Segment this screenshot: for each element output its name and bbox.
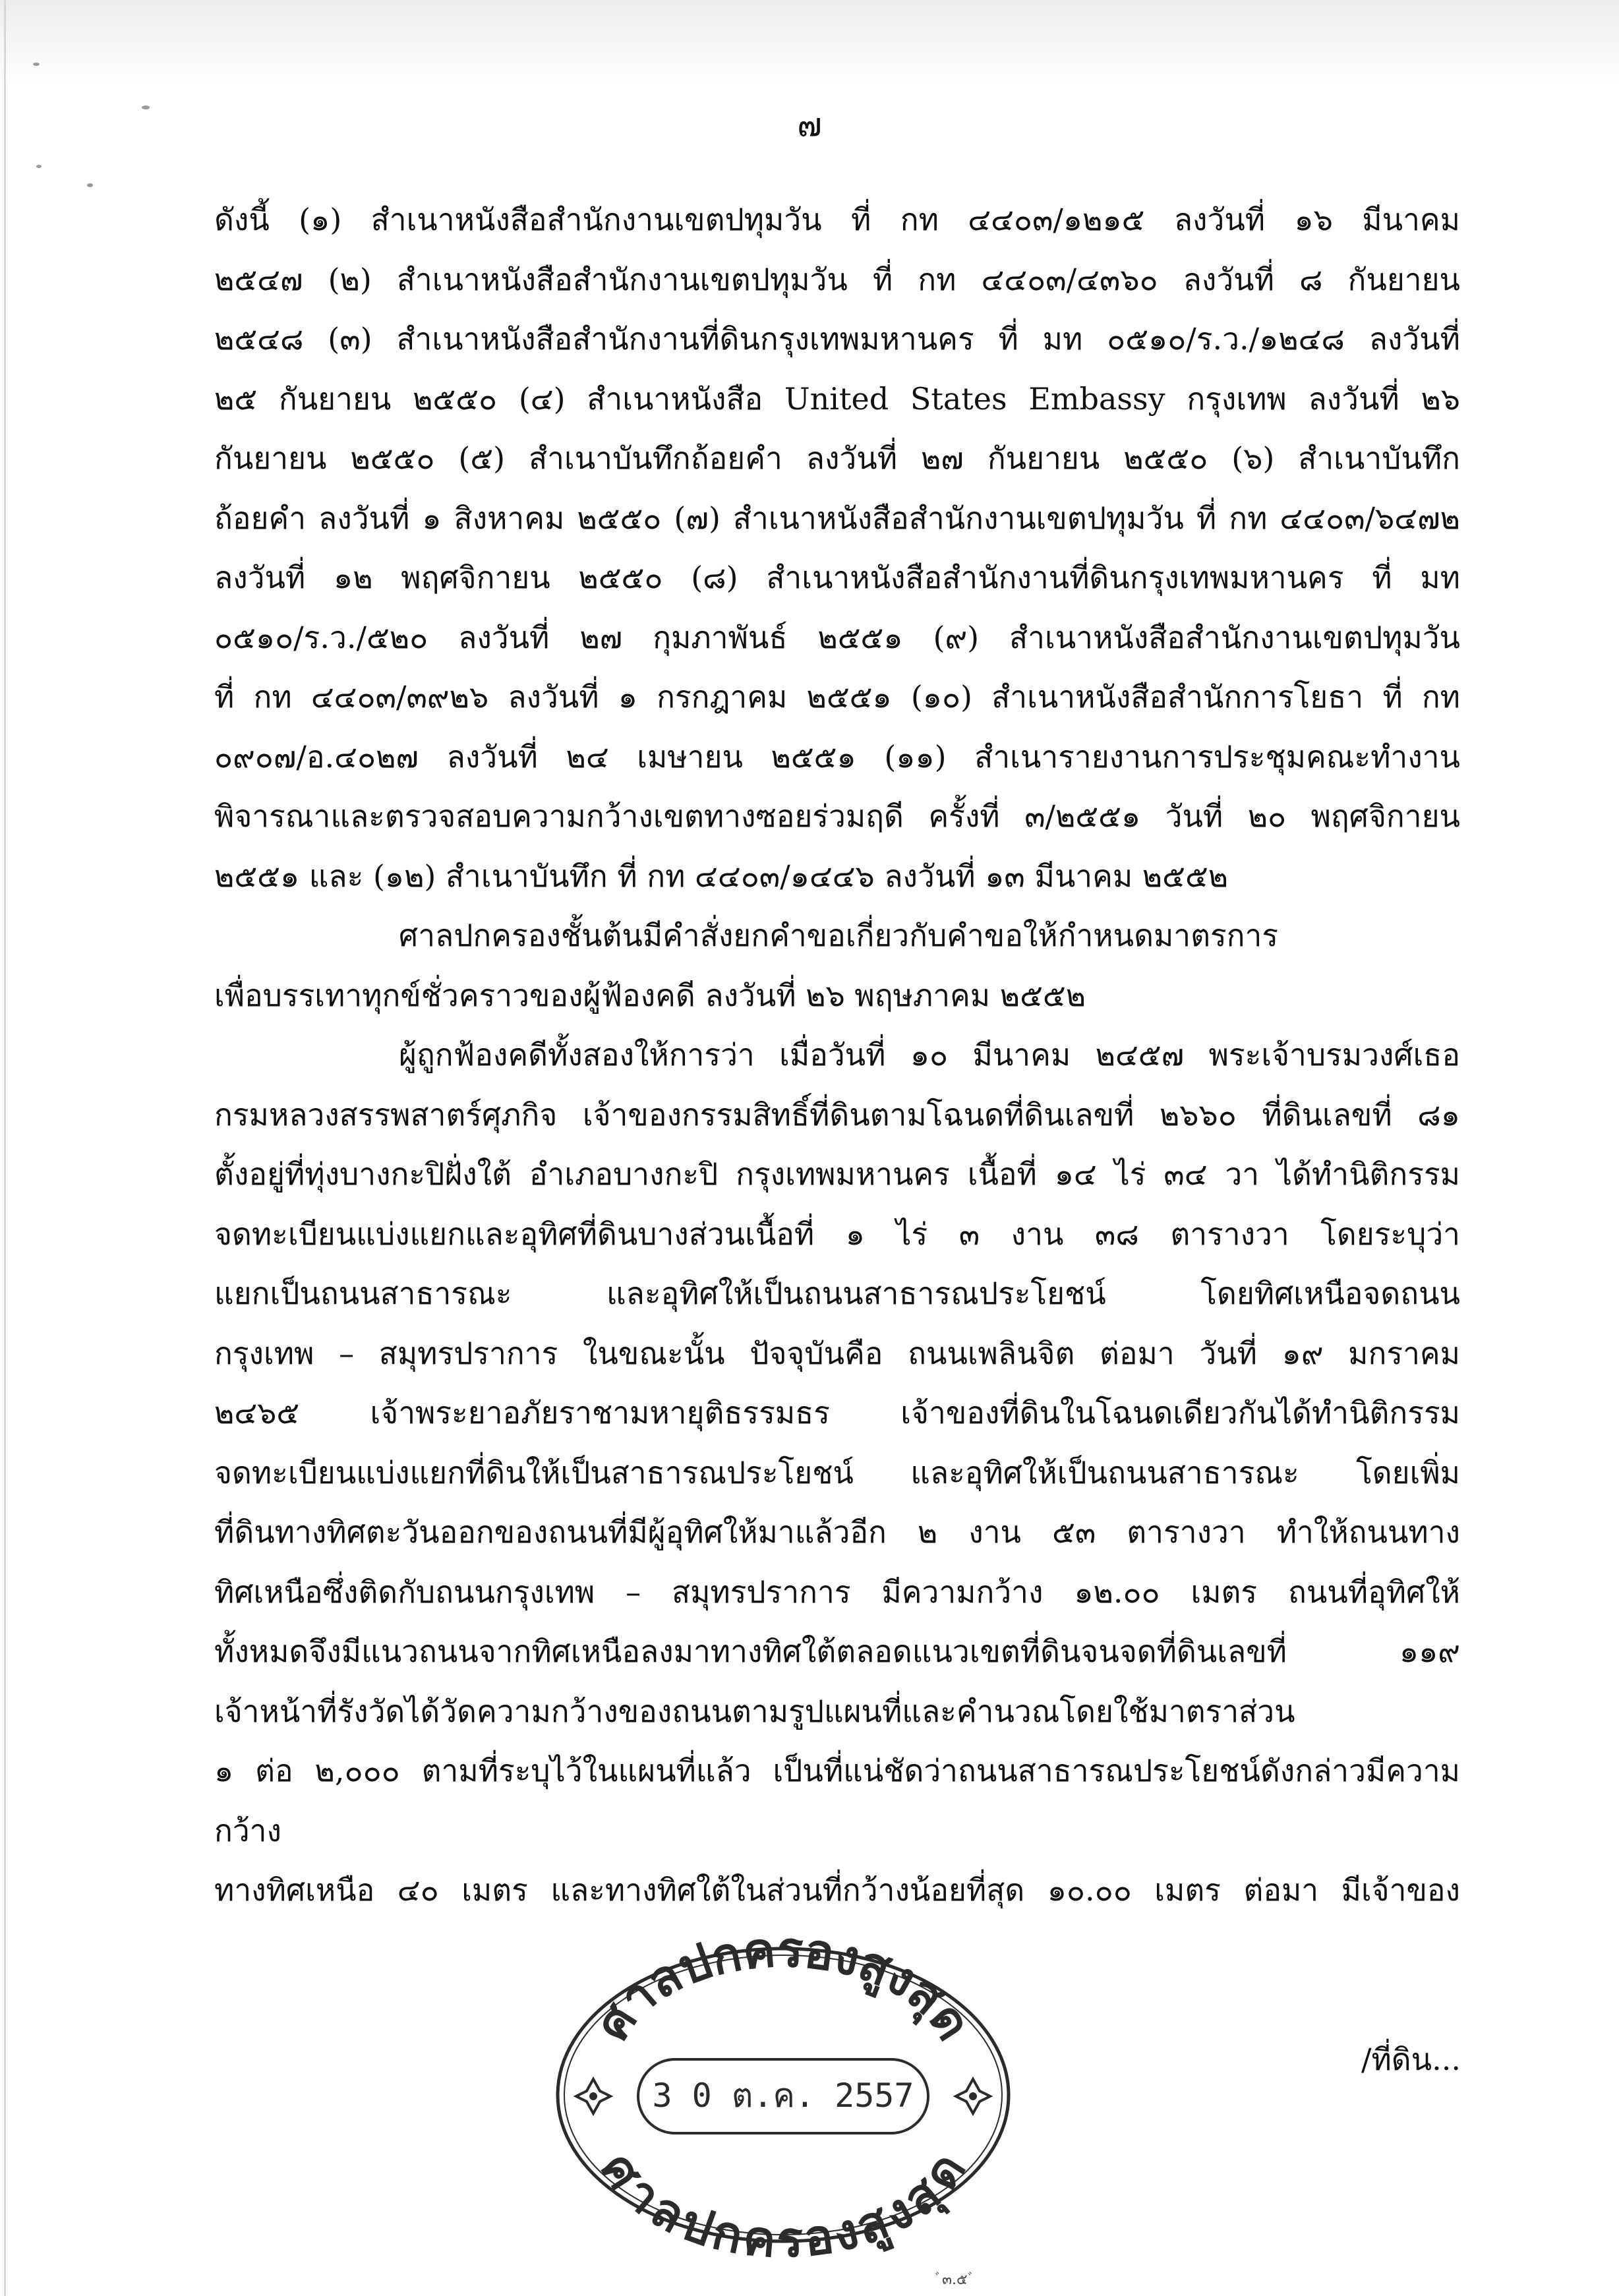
text-line: ทิศเหนือซึ่งติดกับถนนกรุงเทพ – สมุทรปราการ มีความกว้าง ๑๒.๐๐ เมตร ถนนที่อุทิศให้ [214, 1574, 1460, 1610]
text-line: ๒๕๔๗ (๒) สำเนาหนังสือสำนักงานเขตปทุมวัน ที่ กท ๔๔๐๓/๔๓๖๐ ลงวันที่ ๘ กันยายน [214, 261, 1460, 297]
scan-speck [36, 165, 42, 168]
text-line: ๒๔๖๕ เจ้าพระยาอภัยราชามหายุติธรรมธร เจ้าของที่ดินในโฉนดเดียวกันได้ทำนิติกรรม [214, 1395, 1460, 1430]
text-line: ๒๕๔๘ (๓) สำเนาหนังสือสำนักงานที่ดินกรุงเทพมหานคร ที่ มท ๐๕๑๐/ร.ว./๑๒๔๘ ลงวันที่ [214, 321, 1460, 357]
scan-shadow-top [0, 0, 1619, 86]
flower-ornament-icon [576, 2079, 610, 2113]
text-line: ที่ กท ๔๔๐๓/๓๙๒๖ ลงวันที่ ๑ กรกฎาคม ๒๕๕๑ (๑๐) สำเนาหนังสือสำนักการโยธา ที่ กท [214, 679, 1460, 715]
text-line: ๒๕๕๑ และ (๑๒) สำเนาบันทึก ที่ กท ๔๔๐๓/๑๔๔๖ ลงวันที่ ๑๓ มีนาคม ๒๕๕๒ [214, 858, 1229, 894]
text-line: ผู้ถูกฟ้องคดีทั้งสองให้การว่า เมื่อวันที่ ๑๐ มีนาคม ๒๔๕๗ พระเจ้าบรมวงศ์เธอ [399, 1037, 1460, 1073]
text-line: จดทะเบียนแบ่งแยกและอุทิศที่ดินบางส่วนเนื้อที่ ๑ ไร่ ๓ งาน ๓๘ ตารางวา โดยระบุว่า [214, 1216, 1460, 1252]
text-line: กันยายน ๒๕๕๐ (๕) สำเนาบันทึกถ้อยคำ ลงวันที่ ๒๗ กันยายน ๒๕๕๐ (๖) สำเนาบันทึก [214, 440, 1460, 476]
text-line: ดังนี้ (๑) สำเนาหนังสือสำนักงานเขตปทุมวัน ที่ กท ๔๔๐๓/๑๒๑๕ ลงวันที่ ๑๖ มีนาคม [214, 202, 1460, 237]
text-line: ถ้อยคำ ลงวันที่ ๑ สิงหาคม ๒๕๕๐ (๗) สำเนาหนังสือสำนักงานเขตปทุมวัน ที่ กท ๔๔๐๓/๖๔๗๒ [214, 500, 1460, 536]
text-line: แยกเป็นถนนสาธารณะ และอุทิศให้เป็นถนนสาธารณประโยชน์ โดยทิศเหนือจดถนน [214, 1276, 1460, 1311]
scan-speck [87, 183, 93, 187]
court-stamp [546, 1930, 1020, 2262]
text-line: พิจารณาและตรวจสอบความกว้างเขตทางซอยร่วมฤดี ครั้งที่ ๓/๒๕๕๑ วันที่ ๒๐ พฤศจิกายน [214, 798, 1460, 834]
text-line: ๐๙๐๗/อ.๔๐๒๗ ลงวันที่ ๒๔ เมษายน ๒๕๕๑ (๑๑) สำเนารายงานการประชุมคณะทำงาน [214, 738, 1460, 775]
text-line: ลงวันที่ ๑๒ พฤศจิกายน ๒๕๕๐ (๘) สำเนาหนังสือสำนักงานที่ดินกรุงเทพมหานคร ที่ มท [214, 560, 1460, 595]
text-line: กรมหลวงสรรพสาตร์ศุภกิจ เจ้าของกรรมสิทธิ์ที่ดินตามโฉนดที่ดินเลขที่ ๒๖๖๐ ที่ดินเลขที่ ๘๑ [214, 1096, 1460, 1133]
text-line: ๒๕ กันยายน ๒๕๕๐ (๔) สำเนาหนังสือ United States Embassy กรุงเทพ ลงวันที่ ๒๖ [214, 380, 1460, 417]
continuation-marker: /ที่ดิน... [1361, 2042, 1461, 2077]
stamp-name-top: ศาลปกครองสูงสุด [583, 1930, 983, 2051]
text-line: ตั้งอยู่ที่ทุ่งบางกะปิฝั่งใต้ อำเภอบางกะปิ กรุงเทพมหานคร เนื้อที่ ๑๔ ไร่ ๓๔ วา ได้ทำนิติกรรม [214, 1156, 1460, 1192]
text-line: ๑ ต่อ ๒,๐๐๐ ตามที่ระบุไว้ในแผนที่แล้ว เป็นที่แน่ชัดว่าถนนสาธารณประโยชน์ดังกล่าวมีความกว้าง [214, 1753, 1460, 1848]
text-line: ๐๕๑๐/ร.ว./๕๒๐ ลงวันที่ ๒๗ กุมภาพันธ์ ๒๕๕๑ (๙) สำเนาหนังสือสำนักงานเขตปทุมวัน [214, 619, 1460, 655]
stamp-name-bottom: ศาลปกครองสูงสุด [589, 2142, 977, 2260]
text-line: เพื่อบรรเทาทุกข์ชั่วคราวของผู้ฟ้องคดี ลงวันที่ ๒๖ พฤษภาคม ๒๕๕๒ [214, 977, 1086, 1013]
flower-ornament-icon [956, 2079, 990, 2113]
text-line: กรุงเทพ – สมุทรปราการ ในขณะนั้น ปัจจุบันคือ ถนนเพลินจิต ต่อมา วันที่ ๑๙ มกราคม [214, 1335, 1460, 1371]
text-line: ทางทิศเหนือ ๔๐ เมตร และทางทิศใต้ในส่วนที่กว้างน้อยที่สุด ๑๐.๐๐ เมตร ต่อมา มีเจ้าของ [214, 1872, 1460, 1908]
text-line: ที่ดินทางทิศตะวันออกของถนนที่มีผู้อุทิศให้มาแล้วอีก ๒ งาน ๕๓ ตารางวา ทำให้ถนนทาง [214, 1514, 1460, 1550]
scan-edge-left [4, 0, 6, 2296]
paragraph [214, 1025, 1460, 1920]
paragraph [214, 190, 1460, 906]
page-number: ๗ [797, 105, 822, 144]
paragraph [214, 906, 1460, 1025]
text-line: จดทะเบียนแบ่งแยกที่ดินให้เป็นสาธารณประโยชน์ และอุทิศให้เป็นถนนสาธารณะ โดยเพิ่ม [214, 1454, 1460, 1490]
text-line: เจ้าหน้าที่รังวัดได้วัดความกว้างของถนนตามรูปแผนที่และคำนวณโดยใช้มาตราส่วน [214, 1693, 1295, 1729]
body-text [214, 190, 1460, 1920]
stamp-date: 3 0 ต.ค. 2557 [652, 2076, 914, 2115]
scan-speck [33, 63, 40, 66]
text-line: ทั้งหมดจึงมีแนวถนนจากทิศเหนือลงมาทางทิศใต้ตลอดแนวเขตที่ดินจนจดที่ดินเลขที่ ๑๑๙ [214, 1634, 1460, 1669]
stamp-mark: ﾞ๓.๕ﾞ [935, 2272, 975, 2288]
text-line: ศาลปกครองชั้นต้นมีคำสั่งยกคำขอเกี่ยวกับคำขอให้กำหนดมาตรการ [399, 918, 1279, 953]
